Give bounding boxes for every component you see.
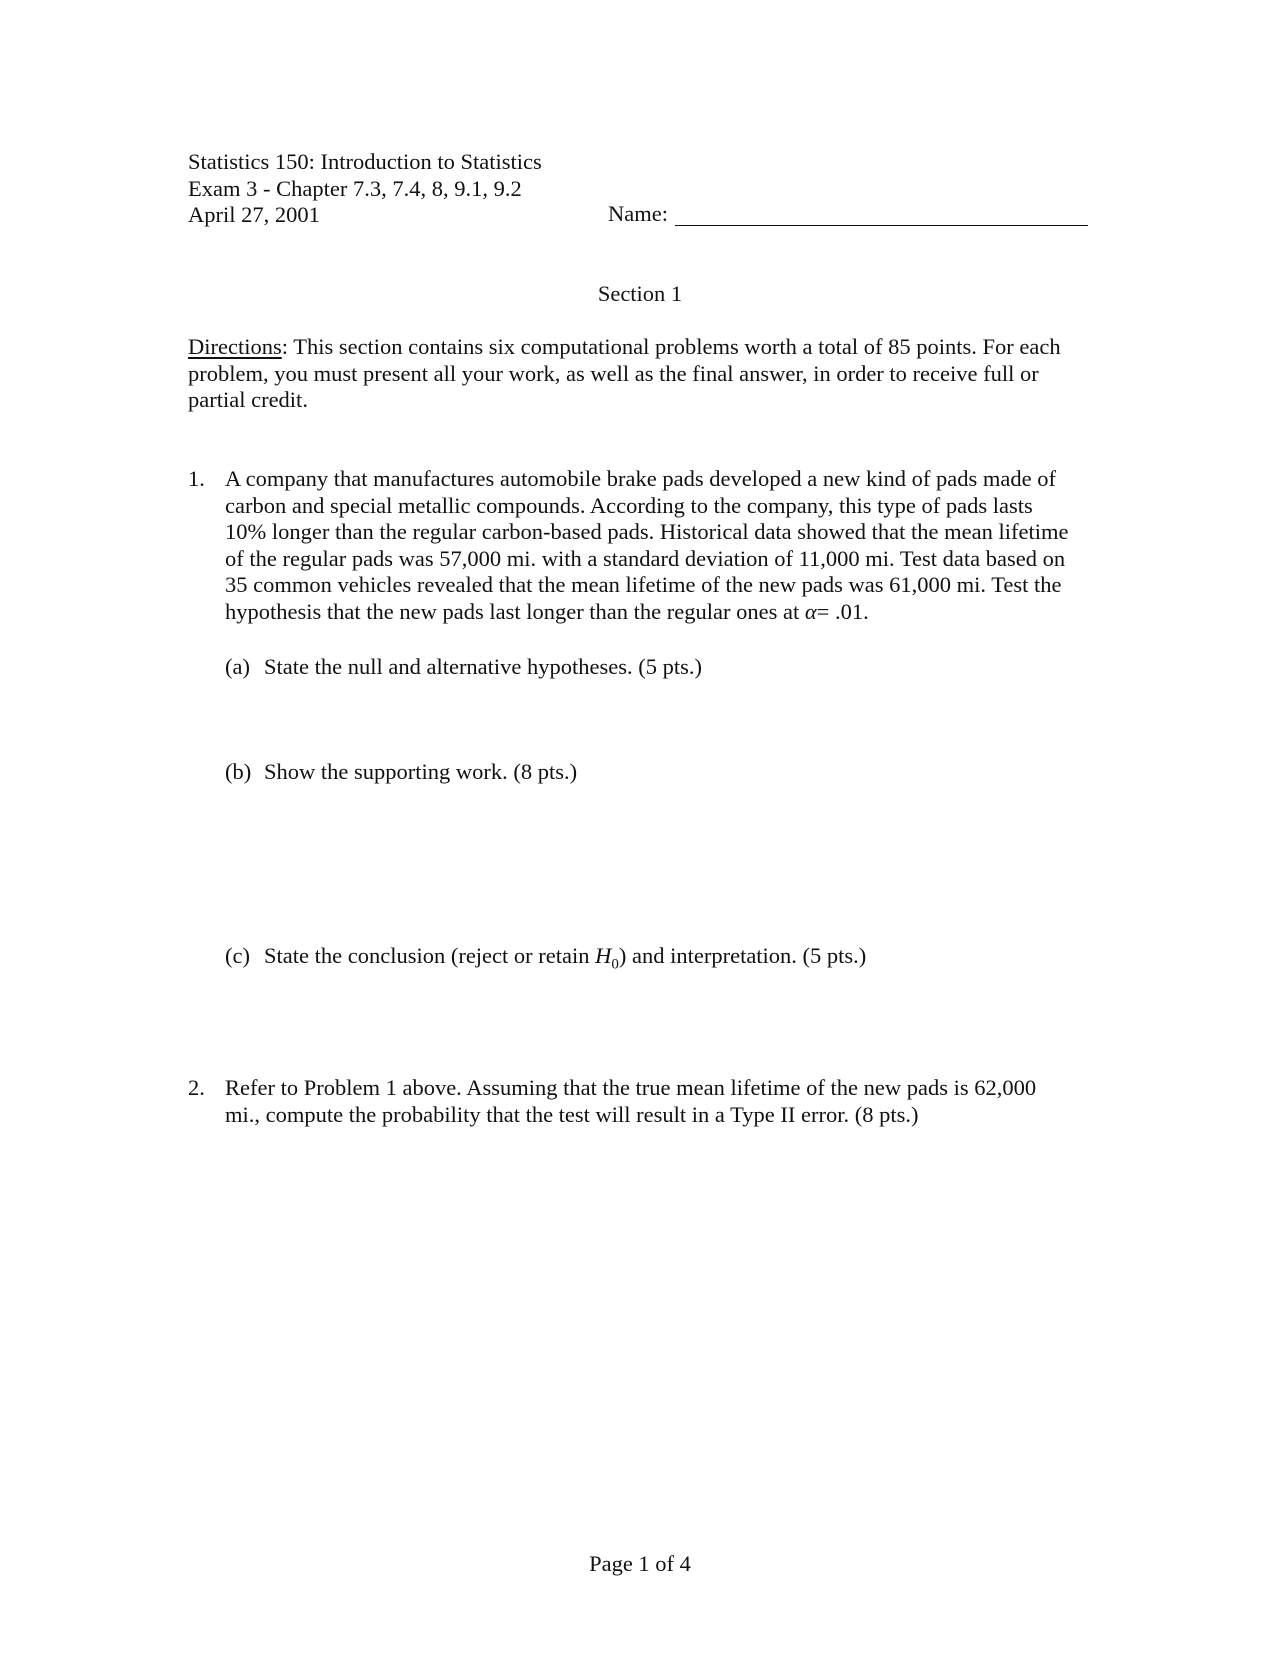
problem-1-line: hypothesis that the new pads last longer than the regular ones at	[225, 598, 805, 624]
part-text: Show the supporting work. (8 pts.)	[264, 759, 578, 784]
part-text: State the conclusion (reject or retain	[264, 943, 596, 968]
directions	[188, 334, 1088, 414]
h-letter: H	[595, 943, 612, 968]
problem-1-line: 10% longer than the regular carbon-based pads. Historical data showed that the mean lifetime	[225, 519, 1069, 544]
problem-1-part-a	[225, 654, 702, 681]
problem-1-line: of the regular pads was 57,000 mi. with a standard deviation of 11,000 mi. Test data based on	[225, 545, 1066, 571]
problem-1-part-b	[225, 759, 577, 786]
directions-line-3: partial credit.	[188, 387, 308, 412]
problem-2-number: 2.	[188, 1075, 205, 1100]
part-letter: (b)	[225, 759, 252, 784]
alpha-symbol: α	[804, 598, 817, 624]
problem-1-line: 35 common vehicles revealed that the mean lifetime of the new pads was 61,000 mi. Test the	[225, 572, 1062, 597]
part-letter: (a)	[225, 654, 250, 679]
h-subscript: 0	[611, 956, 619, 973]
part-letter: (c)	[225, 943, 250, 968]
problem-2-line: mi., compute the probability that the test will result in a Type II error. (8 pts.)	[225, 1101, 919, 1127]
problem-2-text	[225, 1075, 1095, 1128]
page-number: Page 1 of 4	[589, 1551, 691, 1576]
problem-1-line: A company that manufactures automobile brake pads developed a new kind of pads made of	[225, 466, 1056, 491]
problem-2-line: Refer to Problem 1 above. Assuming that the true mean lifetime of the new pads is 62,000	[225, 1075, 1037, 1100]
problem-1-number: 1.	[188, 466, 205, 491]
problem-1-text	[225, 466, 1095, 625]
section-title: Section 1	[597, 281, 683, 306]
course-title: Statistics 150: Introduction to Statistics	[188, 149, 542, 174]
problem-1-part-c	[225, 943, 867, 973]
exam-title: Exam 3 - Chapter 7.3, 7.4, 8, 9.1, 9.2	[188, 175, 522, 201]
alpha-value: = .01.	[816, 598, 869, 624]
name-label: Name:	[608, 201, 668, 226]
name-field-line	[675, 225, 1088, 226]
directions-line-1	[188, 334, 1088, 361]
directions-label: Directions	[188, 334, 282, 359]
part-text-end: ) and interpretation. (5 pts.)	[618, 943, 867, 968]
exam-date: April 27, 2001	[188, 202, 320, 227]
null-hypothesis-symbol	[595, 943, 619, 973]
part-text: State the null and alternative hypotheses. (5 pts.)	[264, 654, 703, 679]
problem-1-line-last	[225, 599, 1095, 626]
directions-line-1-text: : This section contains six computational problems worth a total of 85 points. For each	[281, 334, 1061, 359]
directions-line-2: problem, you must present all your work, as well as the final answer, in order to receive full or	[188, 360, 1039, 386]
problem-1-line: carbon and special metallic compounds. According to the company, this type of pads lasts	[225, 492, 1033, 518]
